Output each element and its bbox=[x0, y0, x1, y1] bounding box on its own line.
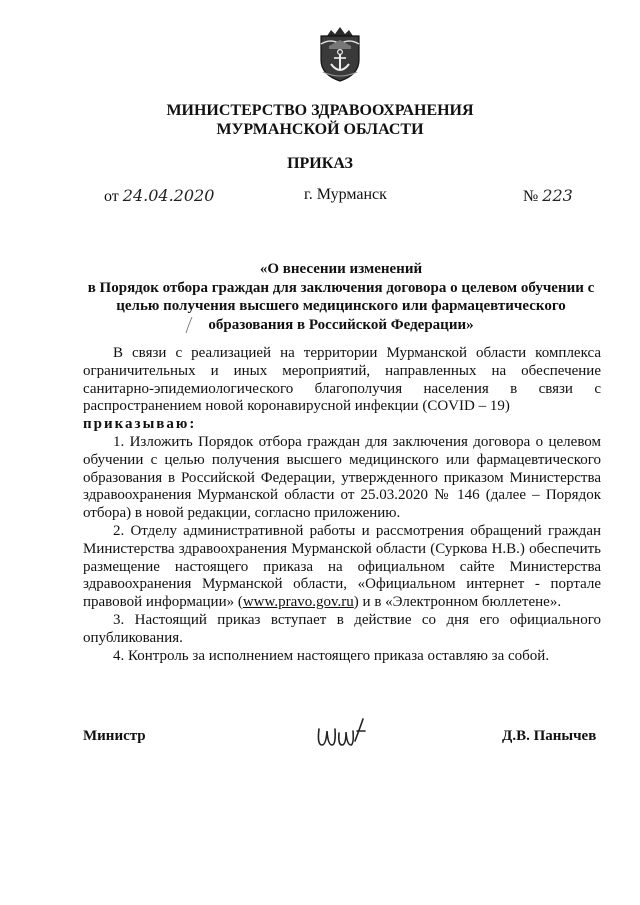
clause-2 bbox=[83, 523, 601, 612]
subject-line: в Порядок отбора граждан для заключения договора о целевом обучении с bbox=[87, 279, 595, 296]
ministry-name-line2: МУРМАНСКОЙ ОБЛАСТИ bbox=[216, 121, 424, 138]
document-type-title: ПРИКАЗ bbox=[287, 155, 353, 172]
intro-text: В связи с реализацией на территории Мурманской области комплекса ограничительных и иных мероприятий, направленных на обеспечение санитарно-эпидемиологического благополучия населения в связи с распространением новой коронавирусной инфекции (COVID – 19) bbox=[83, 345, 601, 415]
order-body bbox=[83, 345, 601, 665]
handwritten-number: 223 bbox=[542, 186, 573, 205]
handwritten-date: 24.04.2020 bbox=[122, 186, 215, 205]
intro-paragraph bbox=[83, 345, 601, 416]
signatory-position: Министр bbox=[83, 728, 146, 744]
order-directive bbox=[83, 416, 601, 434]
pen-stroke-mark bbox=[183, 316, 195, 334]
order-city: г. Мурманск bbox=[304, 186, 387, 203]
subject-line: целью получения высшего медицинского или фармацевтического bbox=[116, 298, 566, 314]
order-word: приказываю: bbox=[83, 416, 197, 433]
subject-line: «О внесении изменений bbox=[259, 261, 423, 277]
order-date bbox=[104, 186, 214, 206]
clause-2-end: ) и в «Электронном бюллетене». bbox=[353, 594, 562, 611]
ministry-name-line1: МИНИСТЕРСТВО ЗДРАВООХРАНЕНИЯ bbox=[166, 102, 474, 119]
clause-4: 4. Контроль за исполнением настоящего приказа оставляю за собой. bbox=[113, 647, 550, 664]
order-subject bbox=[86, 260, 596, 334]
order-number bbox=[523, 186, 573, 206]
pravo-gov-link[interactable]: www.pravo.gov.ru bbox=[242, 594, 354, 611]
subject-line: образования в Российской Федерации» bbox=[208, 316, 474, 333]
coat-of-arms-icon bbox=[317, 22, 363, 82]
clause-3: 3. Настоящий приказ вступает в действие со дня его официального опубликования. bbox=[83, 611, 601, 646]
number-prefix: № bbox=[523, 188, 539, 205]
signatory-name: Д.В. Панычев bbox=[502, 728, 597, 744]
signature-icon bbox=[313, 715, 371, 753]
clause-2-start: 2. Отделу административной работы и рассмотрения обращений граждан Министерства здравоохранения Мурманской области (Суркова Н.В.) обеспечить размещение настоящего приказа на официальном сайте Министерства здравоохранения Мурманской области, «Официальном интернет - портале правовой информации» ( bbox=[83, 522, 601, 611]
clause-1: 1. Изложить Порядок отбора граждан для заключения договора о целевом обучении с целью получения высшего медицинского или фармацевтического образования в Российской Федерации, утвержденного приказом Министерства здравоохранения Мурманской области от 25.03.2020 № 146 (далее – Порядок отбора) в новой редакции, согласно приложению. bbox=[83, 433, 601, 522]
date-prefix: от bbox=[104, 188, 119, 205]
ministry-name bbox=[0, 101, 640, 139]
